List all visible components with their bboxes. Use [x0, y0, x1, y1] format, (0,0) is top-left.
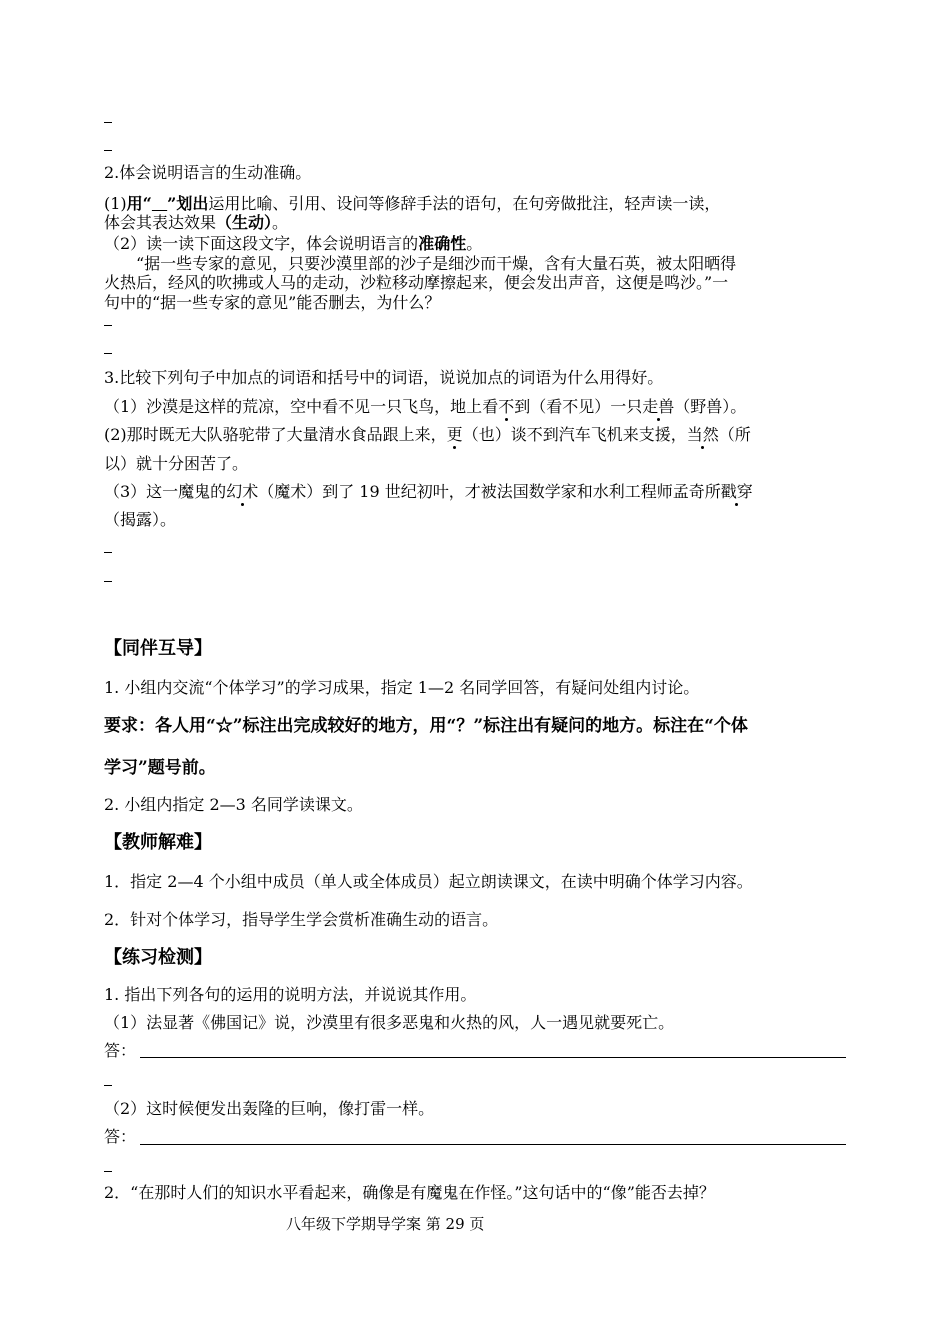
- blank-line-mark: [104, 150, 112, 151]
- dotted-word: 更: [446, 425, 463, 444]
- item-text: 运用比喻、引用、设问等修辞手法的语句，在句旁做批注，轻声读一读，: [208, 194, 721, 213]
- underline-instruction-end: ”划出: [167, 194, 209, 213]
- item-text: （1）沙漠是这样的荒凉，空中看不见一只飞鸟，地上: [104, 397, 483, 416]
- teacher-heading: 【教师解难】: [104, 832, 212, 853]
- practice-question-1: （1）法显著《佛国记》说，沙漠里有很多恶鬼和火热的风，人一遇见就要死亡。: [104, 1013, 675, 1032]
- section-3-item-3: [104, 482, 753, 502]
- underline-instruction: 用“: [126, 194, 152, 213]
- section-3-item-2-cont: 以）就十分困苦了。: [104, 454, 249, 473]
- item-text: （野兽）。: [674, 397, 747, 416]
- dotted-word: 看不到: [482, 397, 531, 416]
- teacher-item-1: 1．指定 2—4 个小组中成员（单人或全体成员）起立朗读课文，在读中明确个体学习内容。: [104, 872, 753, 891]
- peer-item-1: 1. 小组内交流“个体学习”的学习成果，指定 1—2 名同学回答，有疑问处组内讨论。: [104, 678, 700, 697]
- quote-line-2: 火热后，经风的吹拂或人马的走动，沙粒移动摩擦起来，便会发出声音，这便是鸣沙。”一: [104, 273, 729, 292]
- section-2-title: 2.体会说明语言的生动准确。: [104, 163, 312, 182]
- quote-line-1: “据一些专家的意见，只要沙漠里部的沙子是细沙而干燥，含有大量石英，被太阳晒得: [136, 254, 737, 273]
- practice-item-1: 1. 指出下列各句的运用的说明方法，并说说其作用。: [104, 985, 477, 1004]
- blank-line-mark: [104, 552, 112, 553]
- answer-label: 答：: [104, 1041, 137, 1060]
- emphasis-vivid: （生动）: [216, 213, 273, 232]
- section-2-item-2: [104, 234, 482, 254]
- item-text: （也）谈不到汽车飞机来支援，: [462, 425, 687, 444]
- section-2-item-1: [104, 194, 720, 214]
- answer-label: 答：: [104, 1127, 137, 1146]
- answer-line[interactable]: [140, 1144, 846, 1145]
- item-text: （魔术）到了 19 世纪初叶，才被法国数学家和水利工程师孟奇所: [258, 482, 721, 501]
- underline-sample: [152, 194, 167, 213]
- dotted-word: 当然: [686, 425, 719, 444]
- peer-item-2: 2. 小组内指定 2—3 名同学读课文。: [104, 795, 363, 814]
- emphasis-accuracy: 准确性: [418, 234, 467, 253]
- practice-heading: 【练习检测】: [104, 947, 212, 968]
- blank-line-mark: [104, 1085, 112, 1086]
- blank-line-mark: [104, 325, 112, 326]
- peer-requirement-line-2: 学习”题号前。: [104, 758, 216, 778]
- practice-question-2: （2）这时候便发出轰隆的巨响，像打雷一样。: [104, 1099, 435, 1118]
- section-3-title: 3.比较下列句子中加点的词语和括号中的词语，说说加点的词语为什么用得好。: [104, 368, 664, 387]
- blank-line-mark: [104, 122, 112, 123]
- answer-line[interactable]: [140, 1057, 846, 1058]
- punctuation: 。: [272, 213, 289, 232]
- item-text: （所: [718, 425, 751, 444]
- section-3-item-2: [104, 425, 751, 445]
- section-3-item-3-cont: （揭露）。: [104, 510, 177, 529]
- item-text: (2)那时既无大队骆驼带了大量清水食品跟上来，: [104, 425, 447, 444]
- item-text: （2）读一读下面这段文字，体会说明语言的: [104, 234, 419, 253]
- peer-heading: 【同伴互导】: [104, 638, 212, 659]
- item-text: （3）这一魔鬼的: [104, 482, 227, 501]
- dotted-word: 走兽: [642, 397, 675, 416]
- quote-line-3: 句中的“据一些专家的意见”能否删去，为什么？: [104, 293, 441, 312]
- punctuation: 。: [466, 234, 483, 253]
- item-text: 体会其表达效果: [104, 213, 217, 232]
- dotted-word: 幻术: [226, 482, 259, 501]
- item-number: (1): [104, 194, 127, 213]
- section-3-item-1: [104, 397, 746, 417]
- page-footer: 八年级下学期导学案 第 29 页: [286, 1215, 485, 1233]
- teacher-item-2: 2．针对个体学习，指导学生学会赏析准确生动的语言。: [104, 910, 499, 929]
- blank-line-mark: [104, 1171, 112, 1172]
- practice-item-2: 2．“在那时人们的知识水平看起来，确像是有魔鬼在作怪。”这句话中的“像”能否去掉？: [104, 1183, 715, 1202]
- item-text: （看不见）一只: [530, 397, 643, 416]
- section-2-item-1-cont: [104, 213, 288, 233]
- blank-line-mark: [104, 581, 112, 582]
- peer-requirement-line-1: 要求：各人用“☆”标注出完成较好的地方，用“？”标注出有疑问的地方。标注在“个体: [104, 716, 748, 736]
- blank-line-mark: [104, 353, 112, 354]
- dotted-word: 戳穿: [720, 482, 753, 501]
